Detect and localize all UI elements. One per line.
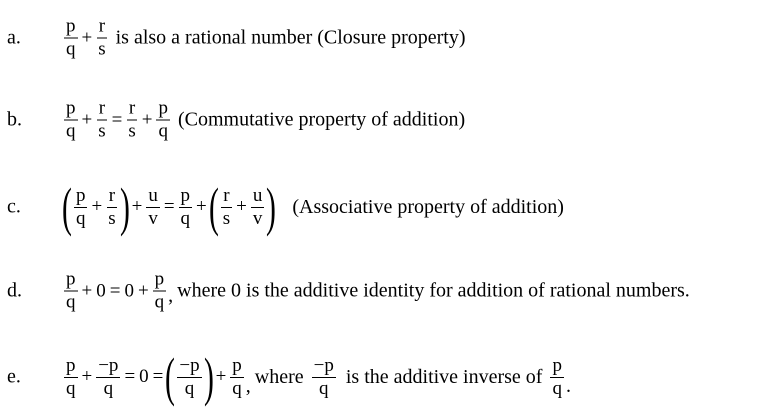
math-expression: $\frac{p}{q}$ + $\frac{r}{s}$ is also a rational number (Closure property) [66,15,466,60]
property-row-additive-inverse [0,342,779,412]
item-label: b. [7,108,22,131]
fraction-p-over-q: $\frac{p}{q}$ [232,354,242,399]
fraction-p-over-q: $\frac{p}{q}$ [552,354,562,399]
fraction-p-over-q: $\frac{p}{q}$ [66,97,76,142]
fraction-neg-p-over-q: $\frac{-p}{q}$ [313,354,334,399]
fraction-u-over-v: $\frac{u}{v}$ [148,184,158,229]
property-row-commutative [0,85,779,155]
math-expression: $\frac{p}{q}$ + $\frac{-p}{q}$ = 0 = ( $\frac{-p}{q}$ ) + $\frac{p}{q}$ , where $\frac{-p}{q}$ is the additive inverse of $\frac{p}{q}$ . [66,347,571,407]
fraction-p-over-q: $\frac{p}{q}$ [180,184,191,229]
item-label: e. [7,365,21,388]
fraction-p-over-q: $\frac{p}{q}$ [154,268,165,313]
property-row-additive-identity [0,256,779,326]
fraction-p-over-q: $\frac{p}{q}$ [66,268,76,313]
item-label: c. [7,195,21,218]
fraction-r-over-s: $\frac{r}{s}$ [108,184,116,229]
fraction-p-over-q: $\frac{p}{q}$ [158,97,168,142]
property-row-closure [0,3,779,73]
math-expression: $\frac{p}{q}$ + 0 = 0 + $\frac{p}{q}$ , where 0 is the additive identity for addition of rational numbers. [66,268,690,313]
property-description: is also a rational number (Closure property) [115,26,466,49]
property-description: (Associative property of addition) [292,195,564,218]
fraction-r-over-s: $\frac{r}{s}$ [98,97,106,142]
fraction-p-over-q: $\frac{p}{q}$ [66,15,76,60]
math-expression: $\frac{p}{q}$ + $\frac{r}{s}$ = $\frac{r}{s}$ + $\frac{p}{q}$ (Commutative property of addition) [66,97,466,142]
fraction-p-over-q: $\frac{p}{q}$ [75,184,86,229]
description-where: where [254,365,304,388]
description-inverse: is the additive inverse of [345,365,543,388]
fraction-r-over-s: $\frac{r}{s}$ [98,15,106,60]
property-description: (Commutative property of addition) [177,108,466,131]
item-label: a. [7,26,21,49]
fraction-u-over-v: $\frac{u}{v}$ [252,184,263,229]
fraction-r-over-s: $\frac{r}{s}$ [128,97,136,142]
fraction-r-over-s: $\frac{r}{s}$ [222,184,231,229]
fraction-neg-p-over-q: $\frac{-p}{q}$ [98,354,119,399]
property-description: where 0 is the additive identity for addition of rational numbers. [177,279,690,302]
property-row-associative [0,172,779,242]
math-expression: ( $\frac{p}{q}$ + $\frac{r}{s}$ ) + $\frac{u}{v}$ = $\frac{p}{q}$ + ( $\frac{r}{s}$ + $\frac{u}{v}$ ) (Associative property of addition) [62,177,564,237]
fraction-p-over-q: $\frac{p}{q}$ [66,354,76,399]
item-label: d. [7,279,22,302]
fraction-neg-p-over-q: $\frac{-p}{q}$ [179,354,200,399]
